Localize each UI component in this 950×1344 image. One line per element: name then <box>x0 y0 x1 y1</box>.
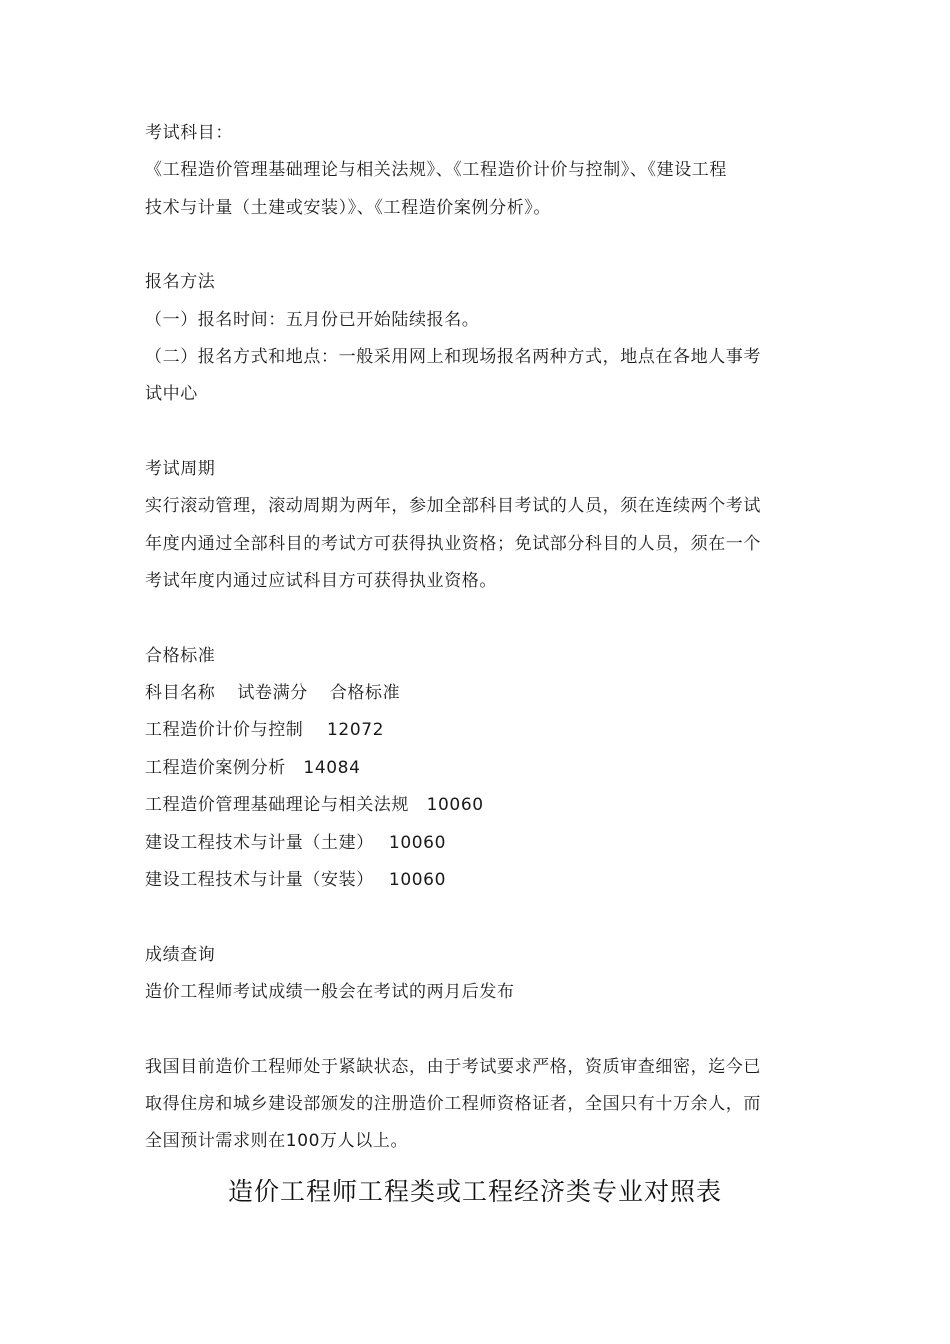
standard-col-pass-score: 合格标准 <box>329 683 401 703</box>
cycle-line-1: 实行滚动管理，滚动周期为两年，参加全部科目考试的人员，须在连续两个考试 <box>145 496 761 516</box>
standard-row: 工程造价计价与控制 12072 <box>145 720 385 740</box>
standard-row: 建设工程技术与计量（土建） 10060 <box>145 833 446 853</box>
standard-row: 工程造价案例分析 14084 <box>145 758 361 778</box>
cycle-line-3: 考试年度内通过应试科目方可获得执业资格。 <box>145 571 497 591</box>
results-heading: 成绩查询 <box>145 945 216 965</box>
registration-item-2-line-1: （二）报名方式和地点：一般采用网上和现场报名两种方式，地点在各地人事考 <box>145 347 761 367</box>
results-line-1: 造价工程师考试成绩一般会在考试的两月后发布 <box>145 982 515 1002</box>
status-line-2: 取得住房和城乡建设部颁发的注册造价工程师资格证者，全国只有十万余人，而 <box>145 1094 761 1114</box>
standard-col-subject: 科目名称 <box>145 683 216 703</box>
cycle-line-2: 年度内通过全部科目的考试方可获得执业资格；免试部分科目的人员，须在一个 <box>145 534 761 554</box>
standard-heading: 合格标准 <box>145 646 216 666</box>
registration-heading: 报名方法 <box>145 272 216 292</box>
registration-item-1: （一）报名时间：五月份已开始陆续报名。 <box>145 310 480 330</box>
cycle-heading: 考试周期 <box>145 459 216 479</box>
standard-row: 建设工程技术与计量（安装） 10060 <box>145 870 446 890</box>
standard-col-full-score: 试卷满分 <box>237 683 308 703</box>
table-title: 造价工程师工程类或工程经济类专业对照表 <box>227 1177 722 1206</box>
registration-item-2-line-2: 试中心 <box>145 384 198 404</box>
standard-table-header <box>145 682 400 704</box>
subjects-heading: 考试科目： <box>145 123 233 143</box>
subjects-line-1: 《工程造价管理基础理论与相关法规》、《工程造价计价与控制》、《建设工程 <box>145 160 727 180</box>
subjects-line-2: 技术与计量（土建或安装）》、《工程造价案例分析》。 <box>145 198 551 218</box>
status-line-1: 我国目前造价工程师处于紧缺状态，由于考试要求严格，资质审查细密，迄今已 <box>145 1057 761 1077</box>
standard-row: 工程造价管理基础理论与相关法规 10060 <box>145 795 484 815</box>
status-line-3: 全国预计需求则在100万人以上。 <box>145 1131 409 1151</box>
